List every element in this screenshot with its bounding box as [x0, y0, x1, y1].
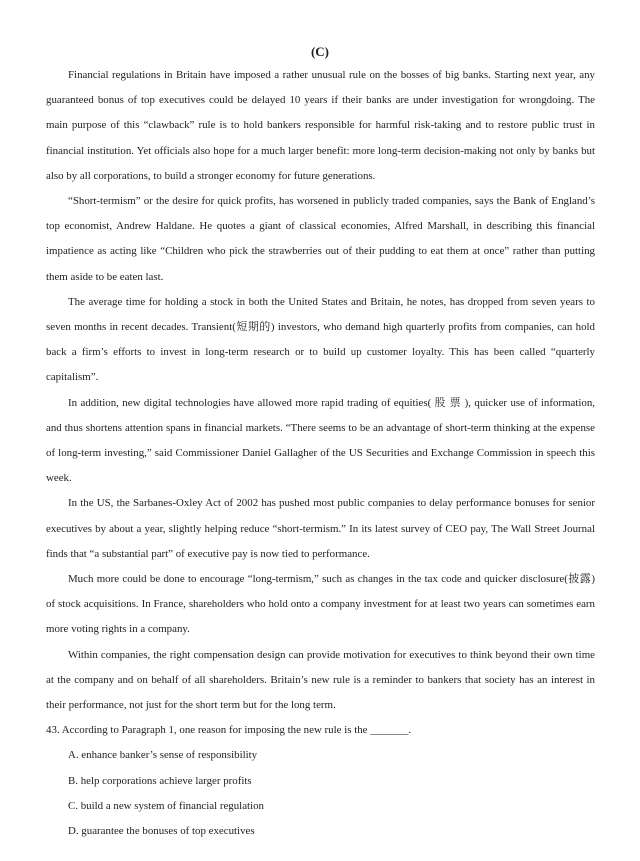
paragraph-4: In addition, new digital technologies have allowed more rapid trading of equities( 股 票 ), quicker use of information, and thus shortens attention spans in financial markets. “There seems to be an advantage of short-term thinking at the expense of long-term investing,” said Commissioner Daniel Gallagher of the US Securities and Exchange Commission in speech this week.	[46, 396, 595, 485]
paragraph-6: Much more could be done to encourage “long-termism,” such as changes in the tax code and quicker disclosure(披露) of stock acquisitions. In France, shareholders who hold onto a company investment for at least two years can sometimes earn more voting rights in a company.	[46, 573, 595, 636]
paragraph-3: The average time for holding a stock in both the United States and Britain, he notes, has dropped from seven years to seven months in recent decades. Transient(短期的) investors, who demand high quarterly profits from companies, can hold back a firm’s efforts to invest in long-term research or to build up customer loyalty. This has been called “quarterly capitalism”.	[46, 295, 595, 384]
section-title: (C)	[310, 44, 330, 59]
paragraph-7: Within companies, the right compensation design can provide motivation for executives to think beyond their own time at the company and on behalf of all shareholders. Britain’s new rule is a reminder to bankers that society has an interest in their performance, not just for the short term but for the long term.	[46, 648, 595, 712]
reading-passage	[46, 63, 595, 844]
option-d: D. guarantee the bonuses of top executives	[68, 825, 255, 838]
question-block	[46, 718, 595, 844]
option-c: C. build a new system of financial regulation	[68, 799, 264, 812]
paragraph-5: In the US, the Sarbanes-Oxley Act of 2002 has pushed most public companies to delay performance bonuses for senior executives by about a year, slightly helping reduce “short-termism.” In its latest survey of CEO pay, The Wall Street Journal finds that “a substantial part” of executive pay is now tied to performance.	[46, 497, 595, 560]
option-a: A. enhance banker’s sense of responsibility	[68, 749, 258, 762]
paragraph-2: “Short-termism” or the desire for quick profits, has worsened in publicly traded companies, says the Bank of England’s top economist, Andrew Haldane. He quotes a giant of classical economies, Alfred Marshall, in describing this financial impatience as acting like “Children who pick the strawberries out of their pudding to eat them at once” rather than putting them aside to be eaten last.	[46, 195, 595, 283]
question-stem: 43. According to Paragraph 1, one reason for imposing the new rule is the _______.	[46, 724, 412, 737]
option-b: B. help corporations achieve larger profits	[68, 774, 252, 787]
paragraph-1: Financial regulations in Britain have imposed a rather unusual rule on the bosses of big banks. Starting next year, any guaranteed bonus of top executives could be delayed 10 years if their banks are under investigation for wrongdoing. The main purpose of this “clawback” rule is to hold bankers responsible for harmful risk-taking and to restore public trust in financial institution. Yet officials also hope for a much larger benefit: more long-term decision-making not only by banks but also by all corporations, to build a stronger economy for future generations.	[46, 69, 595, 182]
